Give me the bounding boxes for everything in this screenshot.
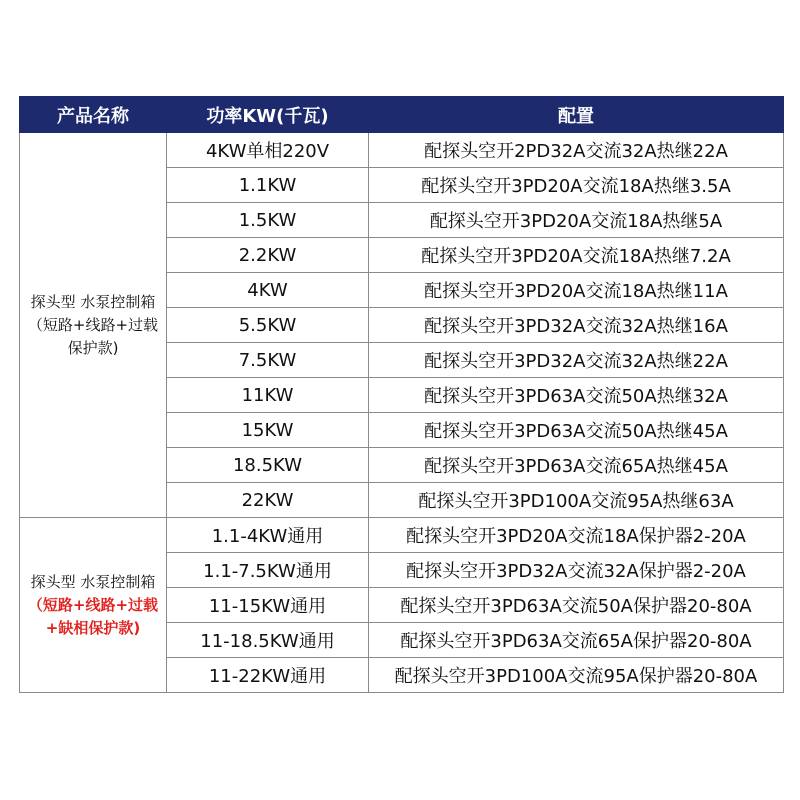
spec-table: [19, 96, 784, 693]
config-cell: 配探头空开2PD32A交流32A热继22A: [369, 133, 784, 168]
power-cell: 4KW单相220V: [167, 133, 369, 168]
config-cell: 配探头空开3PD32A交流32A热继22A: [369, 343, 784, 378]
config-cell: 配探头空开3PD32A交流32A保护器2-20A: [369, 553, 784, 588]
power-cell: 1.5KW: [167, 203, 369, 238]
config-cell: 配探头空开3PD63A交流50A热继32A: [369, 378, 784, 413]
config-cell: 配探头空开3PD20A交流18A热继11A: [369, 273, 784, 308]
power-cell: 11-22KW通用: [167, 658, 369, 693]
config-cell: 配探头空开3PD20A交流18A热继5A: [369, 203, 784, 238]
config-cell: 配探头空开3PD63A交流65A保护器20-80A: [369, 623, 784, 658]
group2-name-highlight: （短路+线路+过载+缺相保护款): [27, 595, 159, 637]
power-cell: 4KW: [167, 273, 369, 308]
header-product-name: 产品名称: [20, 97, 167, 133]
power-cell: 11KW: [167, 378, 369, 413]
config-cell: 配探头空开3PD32A交流32A热继16A: [369, 308, 784, 343]
power-cell: 2.2KW: [167, 238, 369, 273]
table-row: [20, 518, 784, 553]
power-cell: 5.5KW: [167, 308, 369, 343]
config-cell: 配探头空开3PD63A交流50A保护器20-80A: [369, 588, 784, 623]
config-cell: 配探头空开3PD20A交流18A热继3.5A: [369, 168, 784, 203]
config-cell: 配探头空开3PD20A交流18A热继7.2A: [369, 238, 784, 273]
config-cell: 配探头空开3PD100A交流95A保护器20-80A: [369, 658, 784, 693]
table-row: [20, 133, 784, 168]
group1-product-name: 探头型 水泵控制箱（短路+线路+过载保护款): [20, 133, 167, 518]
config-cell: 配探头空开3PD63A交流50A热继45A: [369, 413, 784, 448]
power-cell: 1.1-4KW通用: [167, 518, 369, 553]
power-cell: 18.5KW: [167, 448, 369, 483]
power-cell: 7.5KW: [167, 343, 369, 378]
config-cell: 配探头空开3PD20A交流18A保护器2-20A: [369, 518, 784, 553]
header-config: 配置: [369, 97, 784, 133]
header-row: [20, 97, 784, 133]
table-body: [20, 133, 784, 693]
group2-name-plain: 探头型 水泵控制箱: [30, 572, 156, 591]
power-cell: 11-15KW通用: [167, 588, 369, 623]
table-header: [20, 97, 784, 133]
power-cell: 1.1KW: [167, 168, 369, 203]
power-cell: 1.1-7.5KW通用: [167, 553, 369, 588]
config-cell: 配探头空开3PD100A交流95A热继63A: [369, 483, 784, 518]
power-cell: 22KW: [167, 483, 369, 518]
power-cell: 15KW: [167, 413, 369, 448]
group2-product-name: [20, 518, 167, 693]
header-power: 功率KW(千瓦): [167, 97, 369, 133]
config-cell: 配探头空开3PD63A交流65A热继45A: [369, 448, 784, 483]
power-cell: 11-18.5KW通用: [167, 623, 369, 658]
